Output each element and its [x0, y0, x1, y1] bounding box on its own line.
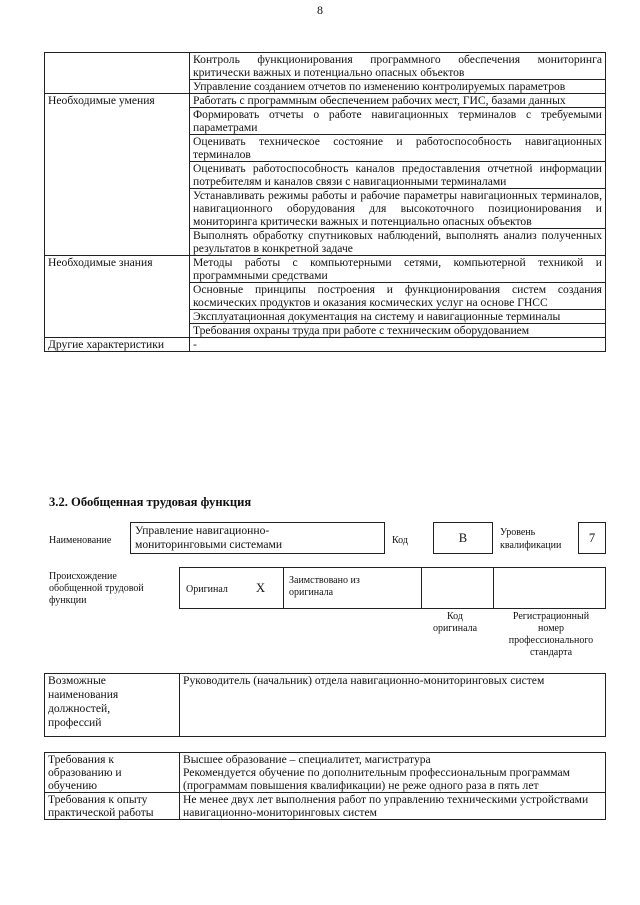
- table-row: [45, 674, 606, 737]
- skill-item: Выполнять обработку спутниковых наблюдений, выполнять анализ полученных результатов в конкретной задаче: [190, 229, 606, 256]
- name-value-line: мониторинговыми системами: [135, 538, 283, 551]
- caption-line: Регистрационный: [512, 611, 590, 622]
- origin-label-line: обобщенной трудовой: [49, 583, 144, 594]
- labor-action-item: Управление созданием отчетов по изменению контролируемых параметров: [190, 80, 606, 94]
- code-label: Код: [392, 535, 408, 546]
- origin-table: [179, 567, 606, 609]
- name-value-line: Управление навигационно-: [135, 524, 270, 537]
- skill-item: Оценивать техническое состояние и работоспособность навигационных терминалов: [190, 135, 606, 162]
- skill-item: Оценивать работоспособность каналов предоставления отчетной информации потребителям и каналов связи с навигационными терминалами: [190, 162, 606, 189]
- education-line: Высшее образование – специалитет, магистратура: [183, 753, 431, 766]
- level-label-line: квалификации: [500, 540, 562, 551]
- original-mark: X: [256, 581, 266, 595]
- caption-line: стандарта: [529, 647, 573, 658]
- labor-functions-table: [44, 52, 606, 352]
- label-line: должностей,: [48, 702, 111, 715]
- row-label-knowledge: Необходимые знания: [45, 256, 190, 338]
- origin-label-line: функции: [49, 595, 87, 606]
- original-label: Оригинал: [186, 584, 228, 595]
- caption-line: номер: [538, 623, 564, 634]
- knowledge-item: Требования охраны труда при работе с техническим оборудованием: [190, 324, 606, 338]
- education-label: [45, 753, 180, 793]
- requirements-table: [44, 752, 606, 820]
- table-row: [45, 753, 606, 793]
- table-row: [45, 94, 606, 108]
- row-label-skills: Необходимые умения: [45, 94, 190, 256]
- row-label: [45, 53, 190, 94]
- caption-line: профессионального: [508, 635, 594, 646]
- page-number: 8: [317, 3, 323, 17]
- table-row: [45, 338, 606, 352]
- label-line: профессий: [48, 716, 102, 729]
- divider: [421, 568, 422, 608]
- label-line: обучению: [48, 779, 98, 792]
- code-value-box: B: [433, 522, 493, 554]
- skill-item: Работать с программным обеспечением рабочих мест, ГИС, базами данных: [190, 94, 606, 108]
- table-row: [45, 793, 606, 820]
- positions-label: [45, 674, 180, 737]
- positions-table: [44, 673, 606, 737]
- label-line: Возможные: [48, 674, 106, 687]
- education-line: Рекомендуется обучение по дополнительным профессиональным программам (программам повышения квалификации) не реже одного раза в пять лет: [183, 766, 571, 792]
- table-row: [45, 53, 606, 80]
- divider: [493, 568, 494, 608]
- name-label: Наименование: [49, 535, 112, 546]
- name-value-box: [130, 522, 385, 554]
- skill-item: Устанавливать режимы работы и рабочие параметры навигационных терминалов, навигационного оборудования для высокоточного позиционирования и мониторинга критически важных и потенциально опасных объектов: [190, 189, 606, 229]
- experience-value: Не менее двух лет выполнения работ по управлению техническими устройствами навигационно-мониторинговых систем: [180, 793, 606, 820]
- experience-label: [45, 793, 180, 820]
- label-line: образованию и: [48, 766, 122, 779]
- knowledge-item: Основные принципы построения и функционирования систем создания космических продуктов и оказания космических услуг на основе ГНСС: [190, 283, 606, 310]
- table-row: [45, 256, 606, 283]
- divider: [283, 568, 284, 608]
- knowledge-item: Эксплуатационная документация на систему и навигационные терминалы: [190, 310, 606, 324]
- labor-action-item: Контроль функционирования программного обеспечения мониторинга критически важных и потенциально опасных объектов: [190, 53, 606, 80]
- code-original-caption: [420, 611, 490, 635]
- label-line: Требования к: [48, 753, 115, 766]
- skill-item: Формировать отчеты о работе навигационных терминалов с требуемыми параметрами: [190, 108, 606, 135]
- origin-label-line: Происхождение: [49, 571, 117, 582]
- borrowed-label-line: Заимствовано из: [289, 575, 360, 586]
- education-value: [180, 753, 606, 793]
- section-heading: 3.2. Обобщенная трудовая функция: [49, 495, 252, 509]
- label-line: практической работы: [48, 806, 154, 819]
- other-item: -: [190, 338, 606, 352]
- label-line: наименования: [48, 688, 119, 701]
- borrowed-label-line: оригинала: [289, 587, 334, 598]
- row-label-other: Другие характеристики: [45, 338, 190, 352]
- label-line: Требования к опыту: [48, 793, 148, 806]
- caption-line: оригинала: [432, 623, 478, 634]
- knowledge-item: Методы работы с компьютерными сетями, компьютерной техникой и программными средствами: [190, 256, 606, 283]
- level-value-box: 7: [578, 522, 606, 554]
- level-label-line: Уровень: [500, 527, 536, 538]
- caption-line: Код: [447, 611, 463, 622]
- reg-number-caption: [495, 611, 607, 659]
- positions-value: Руководитель (начальник) отдела навигационно-мониторинговых систем: [180, 674, 606, 737]
